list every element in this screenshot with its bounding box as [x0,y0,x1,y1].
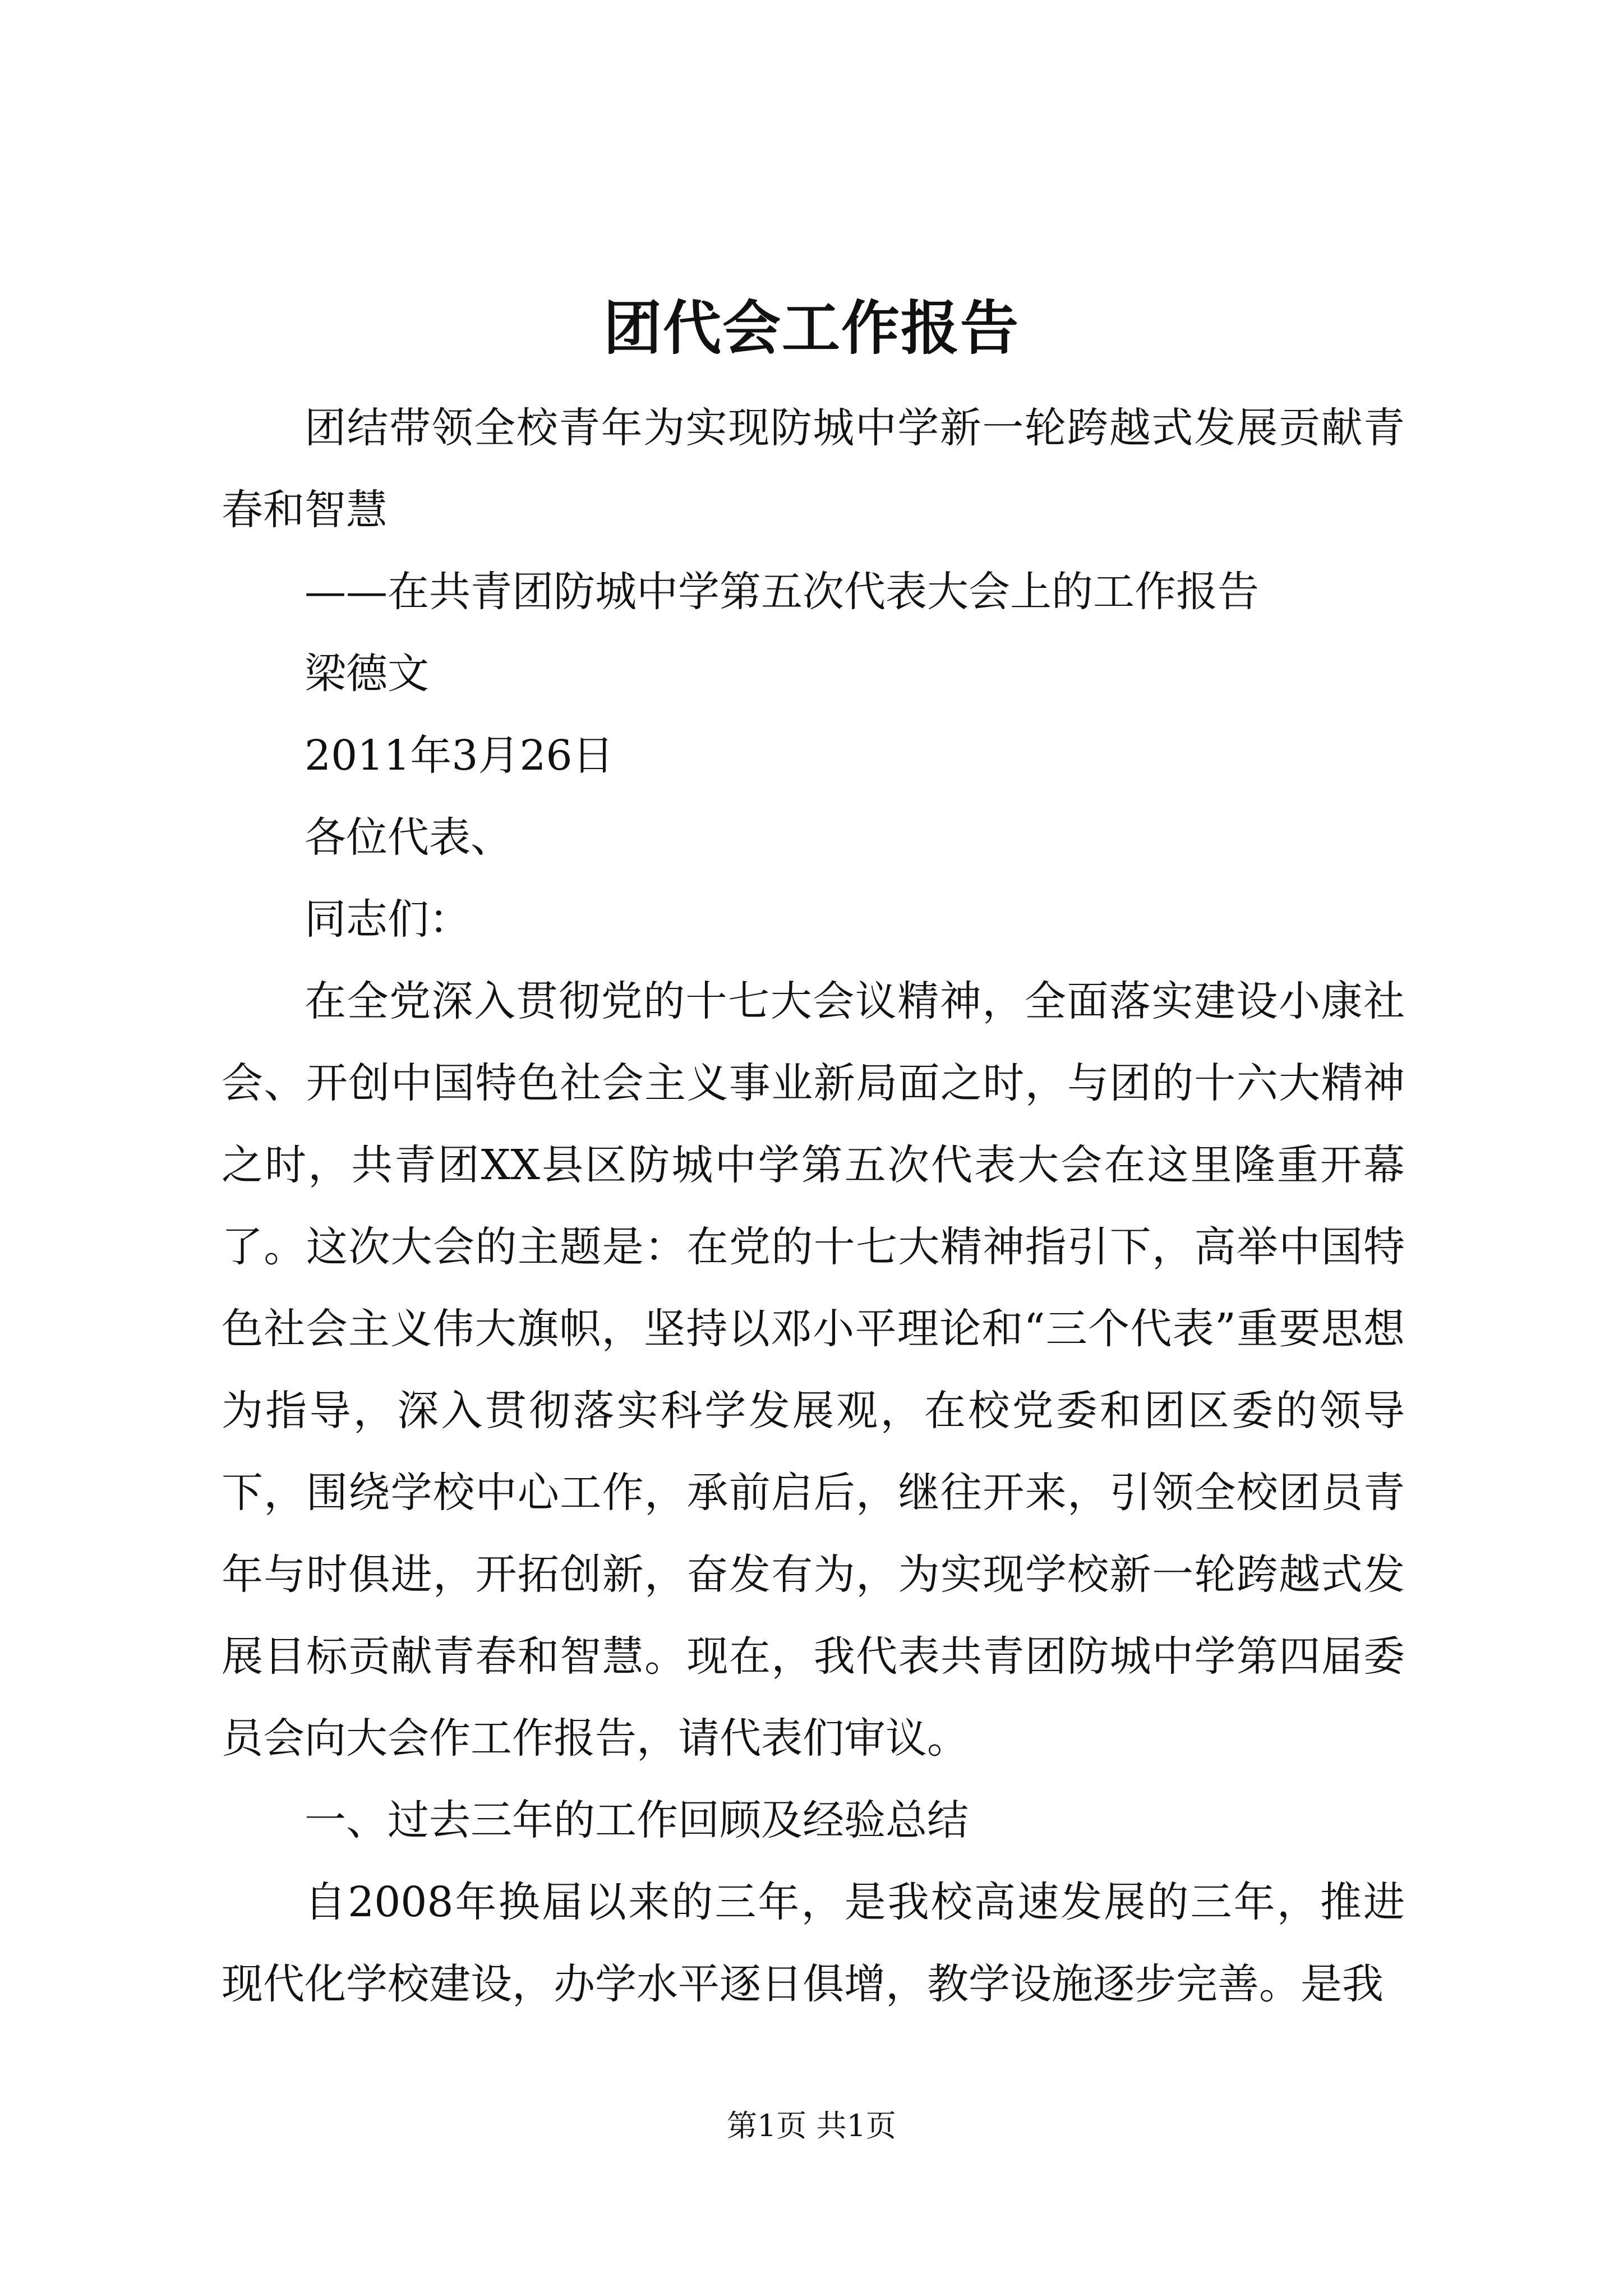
body-paragraph: 在全党深入贯彻党的十七大会议精神，全面落实建设小康社会、开创中国特色社会主义事业新局面之时，与团的十六大精神之时，共青团XX县区防城中学第五次代表大会在这里隆重开幕了。这次大会的主题是：在党的十七大精神指引下，高举中国特色社会主义伟大旗帜，坚持以邓小平理论和“三个代表”重要思想为指导，深入贯彻落实科学发展观，在校党委和团区委的领导下，围绕学校中心工作，承前启后，继往开来，引领全校团员青年与时俱进，开拓创新，奋发有为，为实现学校新一轮跨越式发展目标贡献青春和智慧。现在，我代表共青团防城中学第四届委员会向大会作工作报告，请代表们审议。 [222,977,1405,1763]
document-body [222,387,1405,2025]
document-title: 团代会工作报告 [603,293,1020,362]
salutation-line: 同志们： [305,895,471,944]
author-line: 梁德文 [305,650,429,698]
section-heading: 一、过去三年的工作回顾及经验总结 [305,1796,969,1844]
body-paragraph: 自2008年换届以来的三年，是我校高速发展的三年，推进现代化学校建设，办学水平逐日俱增，教学设施逐步完善。是我 [222,1878,1405,2008]
date-line: 2011年3月26日 [305,731,614,780]
salutation-line: 各位代表、 [305,813,512,862]
subtitle-paragraph: 团结带领全校青年为实现防城中学新一轮跨越式发展贡献青春和智慧 [222,404,1405,534]
subtitle-dash-line: ——在共青团防城中学第五次代表大会上的工作报告 [305,568,1259,616]
page-footer: 第1页 共1页 [727,2108,896,2143]
